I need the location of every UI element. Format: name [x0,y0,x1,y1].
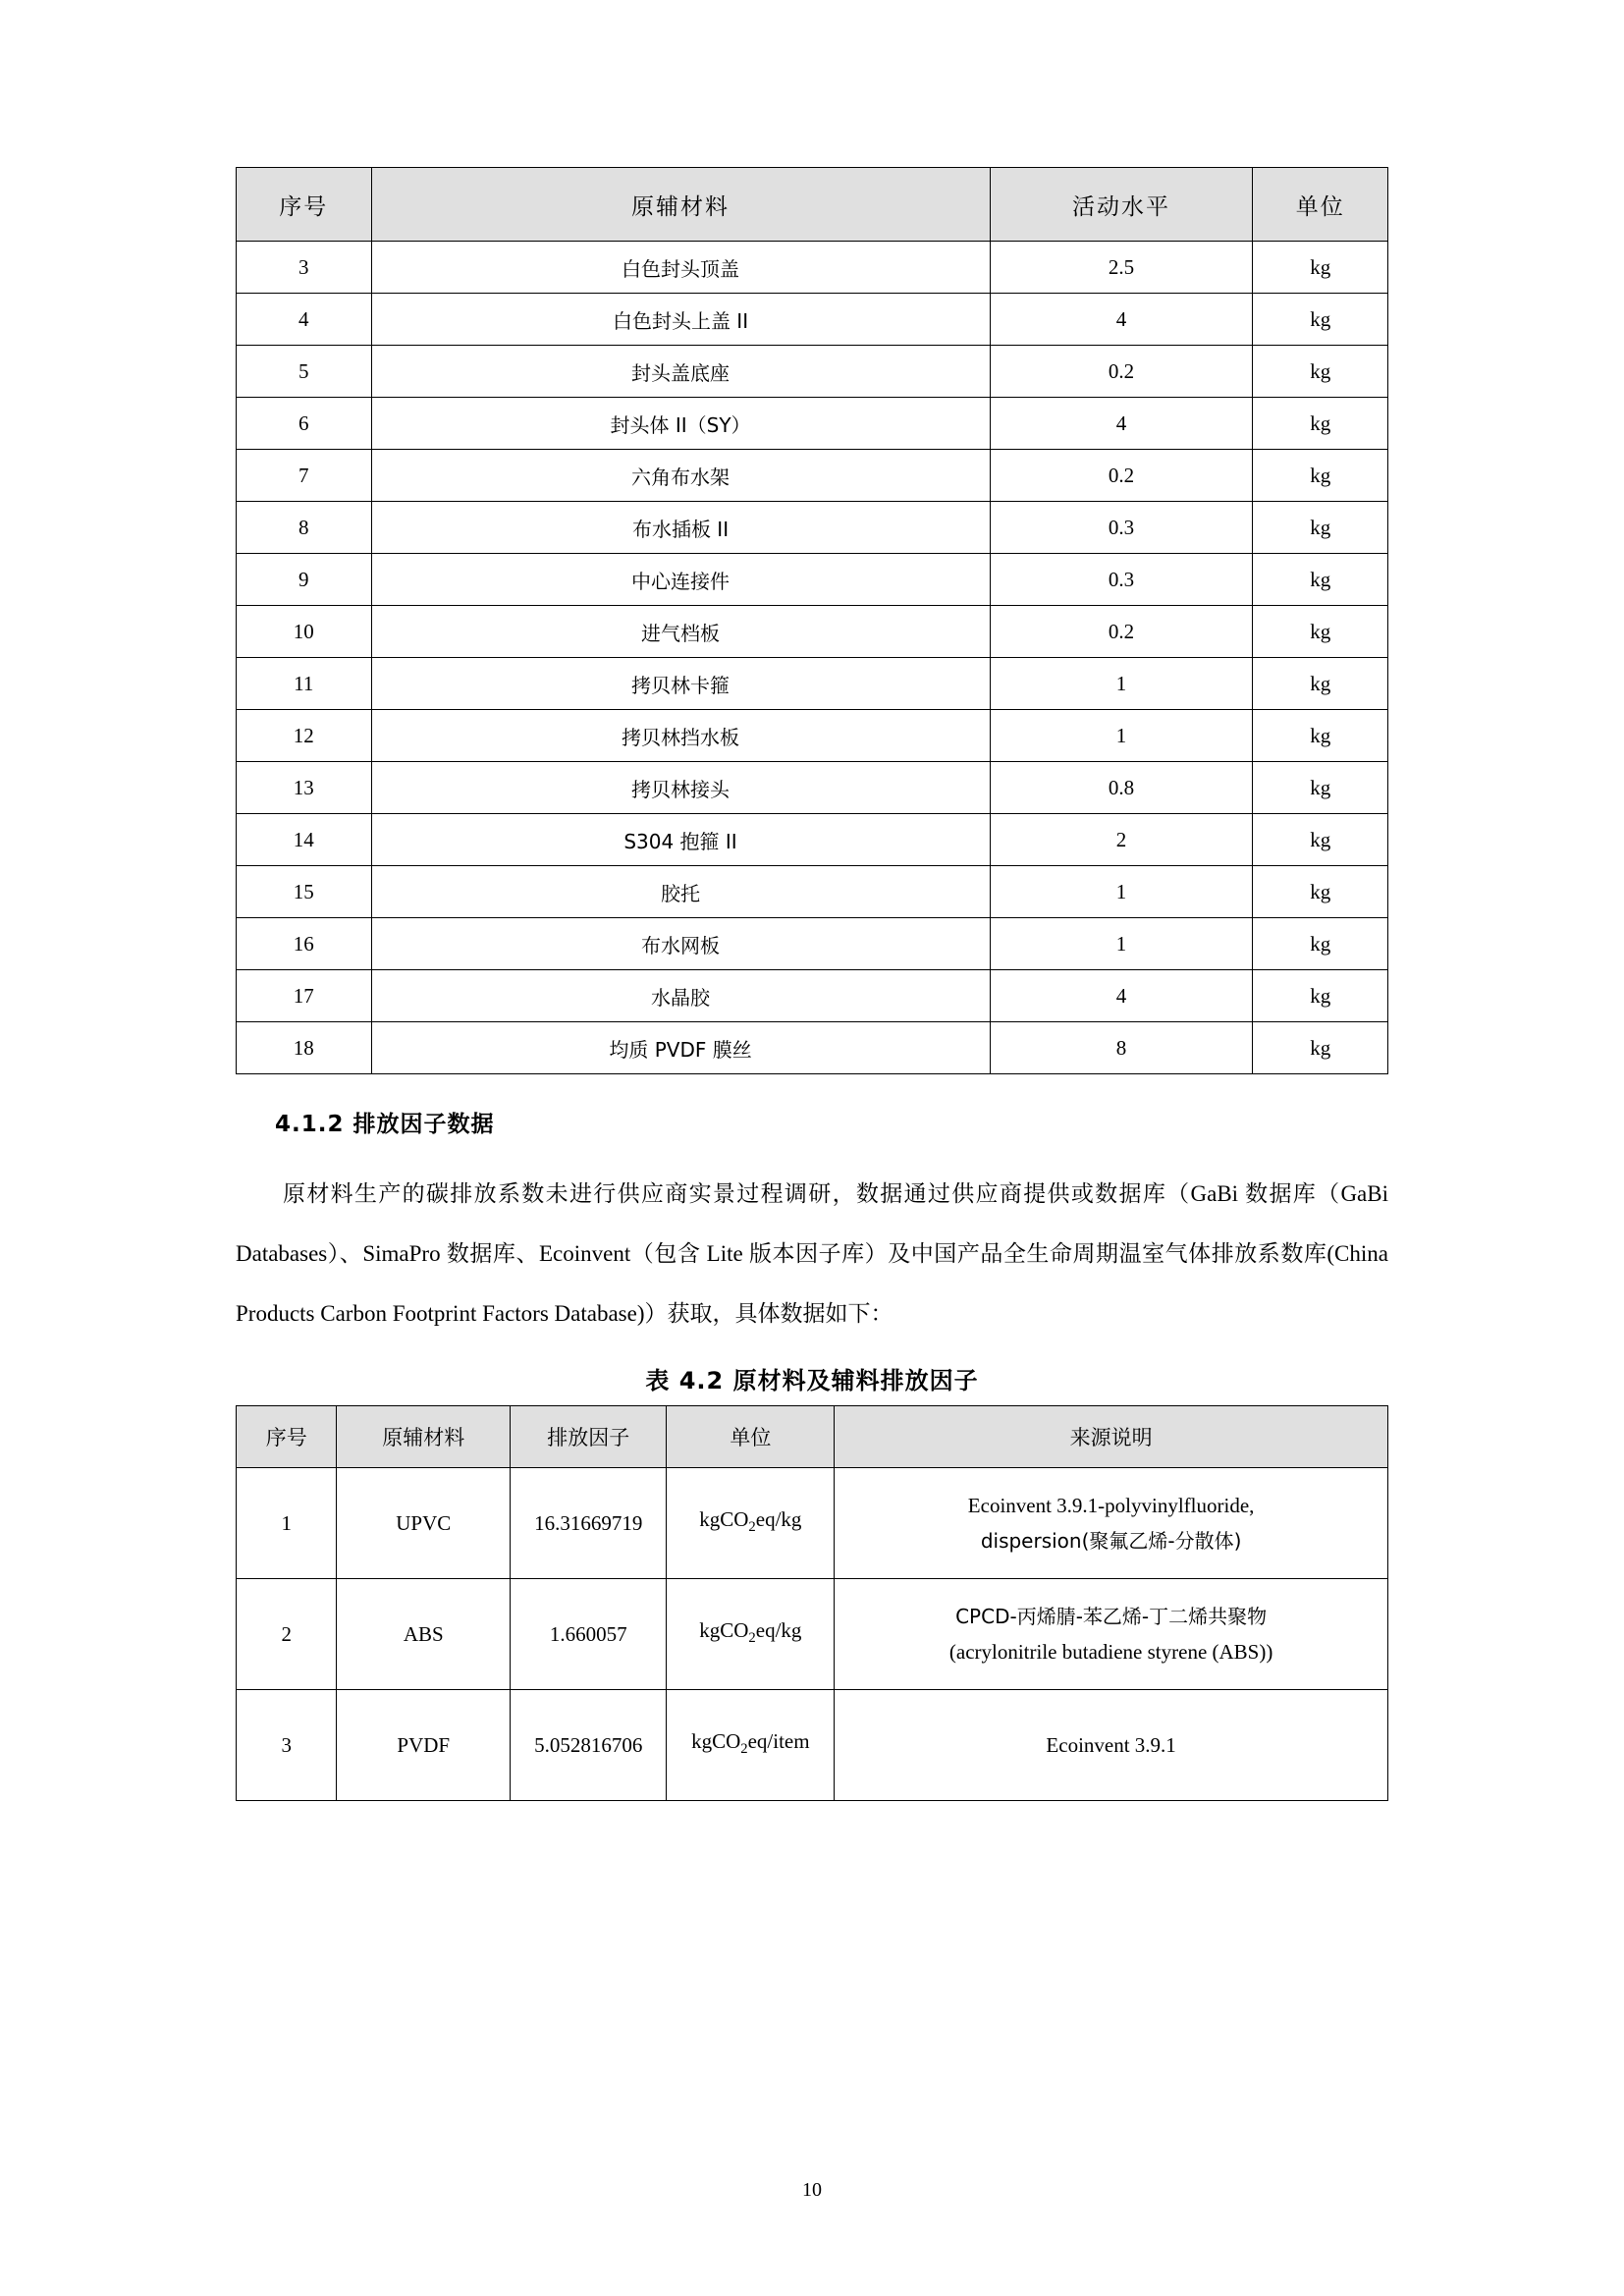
cell-index: 11 [237,658,372,710]
cell-index: 7 [237,450,372,502]
cell-activity-level: 4 [990,294,1253,346]
cell-index: 14 [237,814,372,866]
cell-material: S304 抱箍 II [371,814,990,866]
unit-suffix: eq/kg [755,1617,802,1642]
cell-unit: kg [1253,814,1388,866]
cell-index: 9 [237,554,372,606]
cell-material: 中心连接件 [371,554,990,606]
cell-unit: kg [1253,1022,1388,1074]
table-row [237,658,1388,710]
cell-activity-level: 0.2 [990,450,1253,502]
unit-suffix: eq/item [747,1728,810,1753]
cell-material: 拷贝林挡水板 [371,710,990,762]
cell-index: 15 [237,866,372,918]
cell-index: 3 [237,1690,337,1801]
unit-prefix: kgCO [699,1506,749,1531]
cell-material: 胶托 [371,866,990,918]
source-line-1: Ecoinvent 3.9.1-polyvinylfluoride, [967,1494,1255,1517]
table-row [237,606,1388,658]
header-material: 原辅材料 [337,1406,511,1468]
table-row [237,710,1388,762]
header-emission-factor: 排放因子 [511,1406,667,1468]
materials-table-header [237,168,1388,242]
header-material: 原辅材料 [371,168,990,242]
unit-subscript: 2 [748,1630,756,1647]
cell-unit: kg [1253,294,1388,346]
table-row [237,554,1388,606]
table-row [237,242,1388,294]
cell-source [835,1690,1388,1801]
table-row [237,1579,1388,1690]
table-row [237,1468,1388,1579]
emission-factors-table [236,1405,1388,1801]
cell-source [835,1468,1388,1579]
unit-suffix: eq/kg [755,1506,802,1531]
cell-material: 拷贝林接头 [371,762,990,814]
cell-activity-level: 1 [990,918,1253,970]
cell-material: UPVC [337,1468,511,1579]
cell-unit [667,1690,835,1801]
cell-index: 1 [237,1468,337,1579]
body-paragraph: 原材料生产的碳排放系数未进行供应商实景过程调研，数据通过供应商提供或数据库（GaBi 数据库（GaBi Databases）、SimaPro 数据库、Ecoinvent（包含 Lite 版本因子库）及中国产品全生命周期温室气体排放系数库(China Products Carbon Footprint Factors Database)）获取，具体数据如下： [236,1181,1388,1326]
cell-index: 2 [237,1579,337,1690]
factors-table-header [237,1406,1388,1468]
cell-activity-level: 4 [990,398,1253,450]
factors-table-body [237,1468,1388,1801]
cell-activity-level: 4 [990,970,1253,1022]
cell-source [835,1579,1388,1690]
table-row [237,918,1388,970]
materials-table-body [237,242,1388,1074]
section-heading: 4.1.2 排放因子数据 [275,1112,495,1137]
cell-index: 16 [237,918,372,970]
cell-activity-level: 1 [990,866,1253,918]
table-header-row [237,1406,1388,1468]
table-row [237,970,1388,1022]
table-row [237,762,1388,814]
table-row [237,1690,1388,1801]
table-header-row [237,168,1388,242]
unit-prefix: kgCO [691,1728,741,1753]
cell-material: 拷贝林卡箍 [371,658,990,710]
table-row [237,346,1388,398]
cell-material: 水晶胶 [371,970,990,1022]
cell-material: 均质 PVDF 膜丝 [371,1022,990,1074]
cell-unit: kg [1253,502,1388,554]
cell-index: 10 [237,606,372,658]
materials-activity-table [236,167,1388,1074]
cell-activity-level: 2 [990,814,1253,866]
cell-unit: kg [1253,450,1388,502]
cell-index: 17 [237,970,372,1022]
cell-unit: kg [1253,606,1388,658]
cell-index: 3 [237,242,372,294]
cell-index: 5 [237,346,372,398]
cell-unit: kg [1253,398,1388,450]
cell-unit: kg [1253,866,1388,918]
cell-index: 18 [237,1022,372,1074]
unit-subscript: 2 [740,1741,748,1758]
cell-unit: kg [1253,970,1388,1022]
cell-unit: kg [1253,762,1388,814]
header-index: 序号 [237,168,372,242]
cell-emission-factor: 1.660057 [511,1579,667,1690]
cell-activity-level: 8 [990,1022,1253,1074]
cell-activity-level: 0.8 [990,762,1253,814]
cell-material: 白色封头上盖 II [371,294,990,346]
table-row [237,814,1388,866]
header-source: 来源说明 [835,1406,1388,1468]
table-row [237,294,1388,346]
source-line-2: (acrylonitrile butadiene styrene (ABS)) [948,1640,1273,1664]
cell-material: 封头盖底座 [371,346,990,398]
cell-index: 8 [237,502,372,554]
cell-unit: kg [1253,658,1388,710]
unit-prefix: kgCO [699,1617,749,1642]
cell-material: 封头体 II（SY） [371,398,990,450]
cell-index: 6 [237,398,372,450]
cell-material: 白色封头顶盖 [371,242,990,294]
table-row [237,1022,1388,1074]
cell-unit: kg [1253,346,1388,398]
unit-subscript: 2 [748,1519,756,1536]
cell-index: 4 [237,294,372,346]
cell-material: 进气档板 [371,606,990,658]
cell-unit: kg [1253,554,1388,606]
source-line-1: Ecoinvent 3.9.1 [1046,1733,1176,1757]
cell-activity-level: 1 [990,658,1253,710]
header-activity-level: 活动水平 [990,168,1253,242]
cell-unit: kg [1253,242,1388,294]
cell-unit [667,1579,835,1690]
cell-material: PVDF [337,1690,511,1801]
table-row [237,866,1388,918]
cell-activity-level: 0.2 [990,346,1253,398]
cell-material: 布水网板 [371,918,990,970]
source-line-1: CPCD-丙烯腈-苯乙烯-丁二烯共聚物 [955,1605,1268,1628]
source-line-2: dispersion(聚氟乙烯-分散体) [980,1529,1242,1553]
page-number: 10 [802,2179,822,2201]
cell-unit: kg [1253,918,1388,970]
cell-activity-level: 0.3 [990,502,1253,554]
header-unit: 单位 [667,1406,835,1468]
cell-material: 布水插板 II [371,502,990,554]
cell-activity-level: 0.2 [990,606,1253,658]
cell-activity-level: 0.3 [990,554,1253,606]
cell-material: 六角布水架 [371,450,990,502]
cell-material: ABS [337,1579,511,1690]
cell-index: 12 [237,710,372,762]
header-unit: 单位 [1253,168,1388,242]
table-row [237,450,1388,502]
table-row [237,502,1388,554]
cell-activity-level: 2.5 [990,242,1253,294]
table-row [237,398,1388,450]
cell-index: 13 [237,762,372,814]
cell-unit: kg [1253,710,1388,762]
cell-emission-factor: 5.052816706 [511,1690,667,1801]
cell-unit [667,1468,835,1579]
table-caption: 表 4.2 原材料及辅料排放因子 [645,1367,979,1394]
cell-emission-factor: 16.31669719 [511,1468,667,1579]
header-index: 序号 [237,1406,337,1468]
cell-activity-level: 1 [990,710,1253,762]
